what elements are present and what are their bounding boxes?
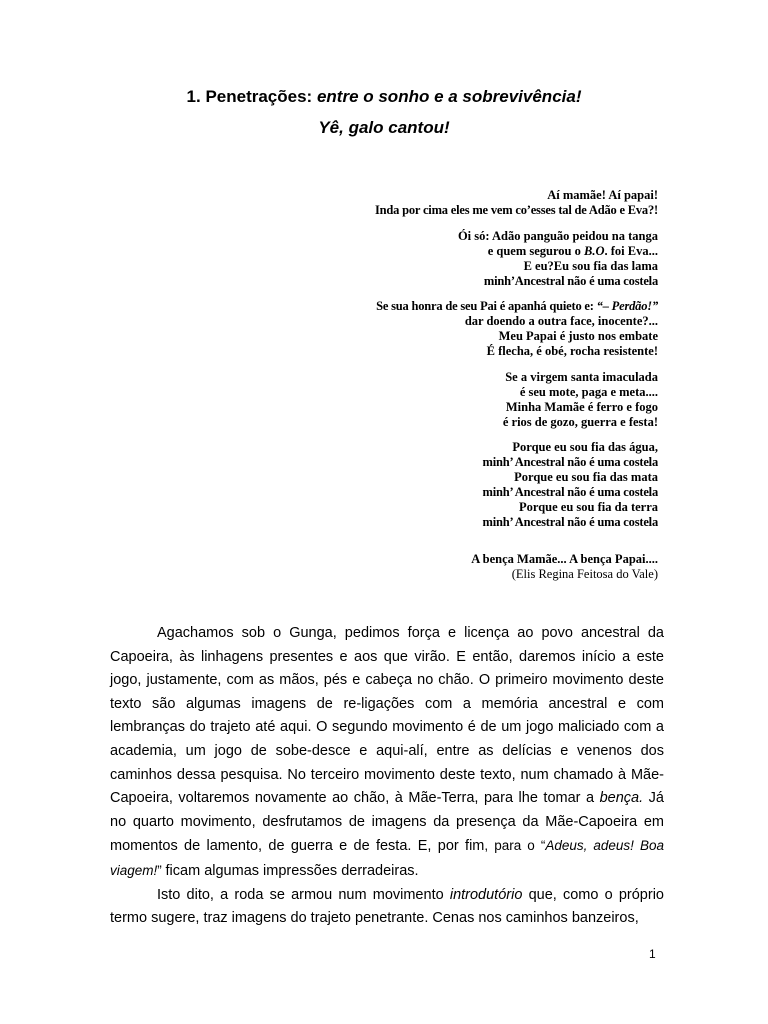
poem-stanza-2 bbox=[218, 229, 658, 289]
chapter-title-italic: entre o sonho e a sobrevivência! bbox=[316, 87, 582, 106]
chapter-title-plain: Penetrações: bbox=[205, 87, 313, 106]
poem-line: Se sua honra de seu Pai é apanhá quieto e: “– Perdão!” bbox=[376, 299, 658, 313]
poem-line: Ói só: Adão panguão peidou na tanga bbox=[457, 229, 658, 243]
poem-line: Inda por cima eles me vem co’esses tal de Adão e Eva?! bbox=[374, 203, 658, 217]
poem-line: dar doendo a outra face, inocente?... bbox=[464, 314, 658, 328]
poem-closing bbox=[218, 552, 658, 582]
poem-line: e quem segurou o B.O. foi Eva... bbox=[487, 244, 658, 258]
chapter-subtitle: Yê, galo cantou! bbox=[318, 118, 450, 137]
chapter-title bbox=[0, 87, 768, 107]
poem-line: Se a virgem santa imaculada bbox=[505, 370, 658, 384]
page-number: 1 bbox=[649, 947, 656, 961]
poem-line: Porque eu sou fia das água, bbox=[512, 440, 658, 454]
poem-stanza-3 bbox=[218, 299, 658, 359]
poem-stanza-5 bbox=[218, 440, 658, 530]
chapter-number: 1. bbox=[186, 87, 201, 106]
poem-line: Aí mamãe! Aí papai! bbox=[547, 188, 658, 202]
paragraph: Agachamos sob o Gunga, pedimos força e licença ao povo ancestral da Capoeira, às linhagens presentes e aos que virão. E então, daremos início a este jogo, justamente, com as mãos, pés e cabeça no chão. O primeiro movimento deste texto são algumas imagens de re-ligações com a memória ancestral e com lembranças do trajeto até aqui. O segundo movimento é de um jogo maliciado com a academia, um jogo de sobe-desce e aqui-alí, entre as delícias e venenos dos caminhos dessa pesquisa. No terceiro movimento deste texto, num chamado à Mãe-Capoeira, voltaremos novamente ao chão, à Mãe-Terra, para lhe tomar a bença. Já no quarto movimento, desfrutamos de imagens da presença da Mãe-Capoeira em momentos de lamento, de guerra e de festa. E, por fim, para o “Adeus, adeus! Boa viagem!” ficam algumas impressões derradeiras. bbox=[110, 625, 664, 879]
poem-line: Porque eu sou fia da terra bbox=[519, 500, 658, 514]
poem-attribution: (Elis Regina Feitosa do Vale) bbox=[511, 567, 658, 581]
poem-line: Porque eu sou fia das mata bbox=[514, 470, 658, 484]
poem-line: minh’ Ancestral não é uma costela bbox=[482, 485, 658, 499]
poem-line: Meu Papai é justo nos embate bbox=[498, 329, 658, 343]
poem-line: E eu?Eu sou fia das lama bbox=[523, 259, 658, 273]
poem-line: É flecha, é obé, rocha resistente! bbox=[486, 344, 658, 358]
poem-line: é seu mote, paga e meta.... bbox=[519, 385, 658, 399]
epigraph-poem bbox=[218, 188, 658, 218]
poem-line: Minha Mamãe é ferro e fogo bbox=[505, 400, 658, 414]
paragraph: Isto dito, a roda se armou num movimento introdutório que, como o próprio termo sugere, traz imagens do trajeto penetrante. Cenas nos caminhos banzeiros, bbox=[110, 886, 664, 927]
poem-line: é rios de gozo, guerra e festa! bbox=[502, 415, 658, 429]
poem-closing-line: A bença Mamãe... A bença Papai.... bbox=[471, 552, 658, 566]
body-text bbox=[110, 622, 664, 931]
poem-line: minh’ Ancestral não é uma costela bbox=[482, 455, 658, 469]
poem-line: minh’ Ancestral não é uma costela bbox=[482, 515, 658, 529]
poem-line: minh’Ancestral não é uma costela bbox=[483, 274, 658, 288]
poem-stanza-4 bbox=[218, 370, 658, 430]
